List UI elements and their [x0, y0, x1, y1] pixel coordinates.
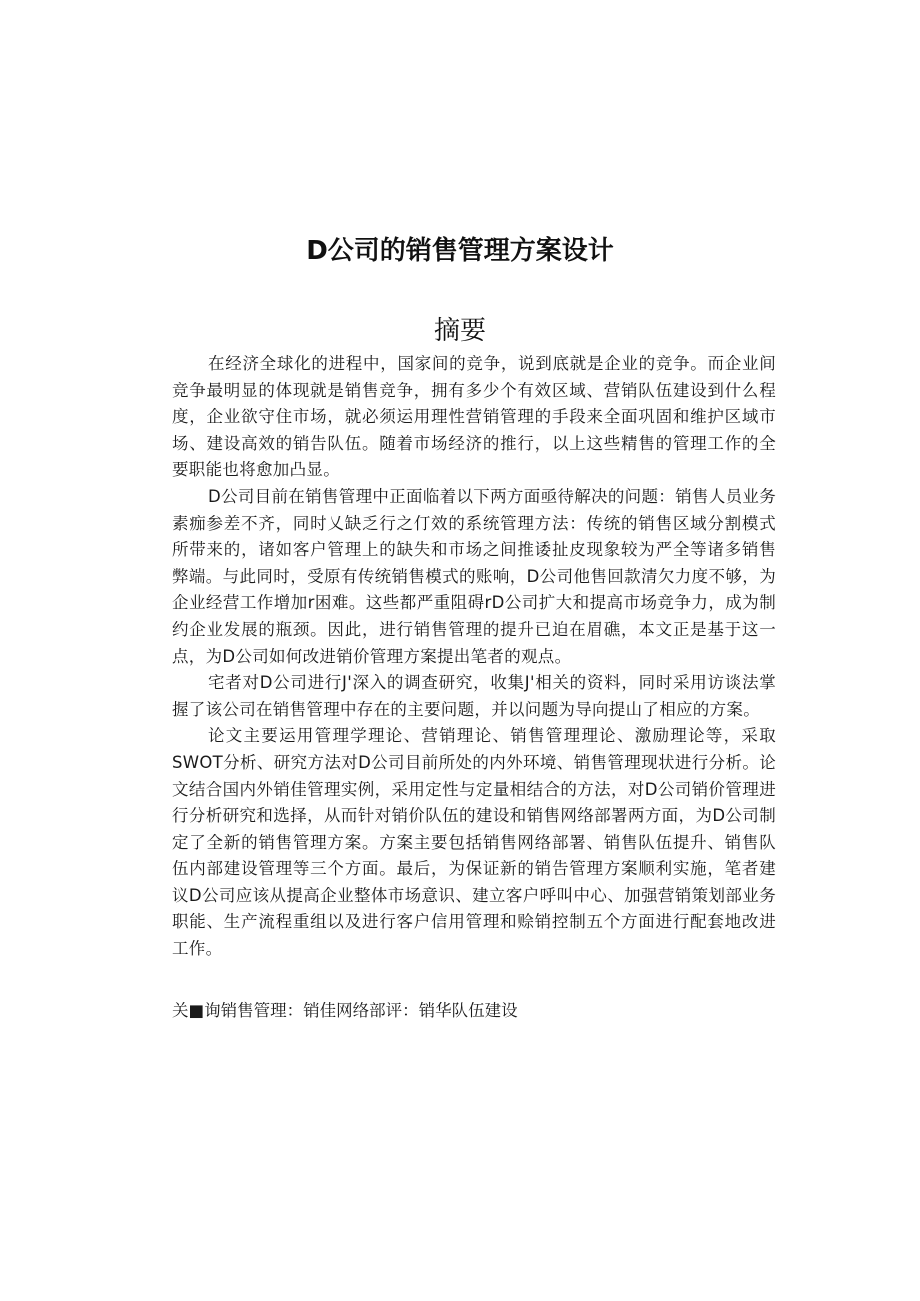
abstract-paragraph-1: 在经济全球化的进程中，国家间的竞争，说到底就是企业的竞争。而企业间竞争最明显的体现就是销售竞争，拥有多少个有效区域、营销队伍建设到什么程度，企业欲守住市场，就必须运用理性营销管理的手段来全面巩固和维护区域市场、建设高效的销告队伍。随着市场经济的推行，以上这些精售的管理工作的全要职能也将愈加凸显。: [172, 354, 776, 480]
abstract-body: [172, 351, 776, 963]
keywords-line: 关■询销售管理：销佳网络部评：销华队伍建设: [172, 1001, 518, 1020]
abstract-paragraph-2: D公司目前在销售管理中正面临着以下两方面亟待解决的问题：销售人员业务素痂参差不齐，同时乂缺乏行之仃效的系统管理方法：传统的销售区域分割模式所带来的，诸如客户管理上的缺失和市场之间推诿扯皮现象较为严全等诸多销售弊端。与此同时，受原有传统销售模式的账响，D公司他售回款清欠力度不够，为企业经营工作增加r困难。这些都严重阻碍rD公司扩大和提高市场竞争力，成为制约企业发展的瓶颈。因此，进行销售管理的提升已迫在眉礁，本文正是基于这一点，为D公司如何改进销价管理方案提出笔者的观点。: [172, 486, 776, 666]
abstract-paragraph-4: 论文主要运用管理学理论、营销理论、销售管理理论、激励理论等，采取SWOT分析、研究方法对D公司目前所处的内外环境、销售管理现状进行分析。论文结合国内外销佳管理实例，采用定性与定量相结合的方法，对D公司销价管理进行分析研究和选择，从而针对销价队伍的建设和销售网络部署两方面，为D公司制定了全新的销售管理方案。方案主要包括销售网络部署、销售队伍提升、销售队伍内部建设管理等三个方面。最后，为保证新的销告管理方案顺利实施，笔者建议D公司应该从提高企业整体市场意识、建立客户呼叫中心、加强营销策划部业务职能、生产流程重组以及进行客户信用管理和赊销控制五个方面进行配套地改进工作。: [172, 726, 776, 959]
abstract-paragraph-3: 宅者对D公司进行J'深入的调查研究，收集J'相关的资料，同时采用访谈法掌握了该公司在销售管理中存在的主要问题，并以问题为导向提山了相应的方案。: [172, 673, 776, 719]
abstract-heading: 摘要: [433, 316, 486, 346]
document-title: D公司的销售管理方案设计: [306, 236, 614, 266]
